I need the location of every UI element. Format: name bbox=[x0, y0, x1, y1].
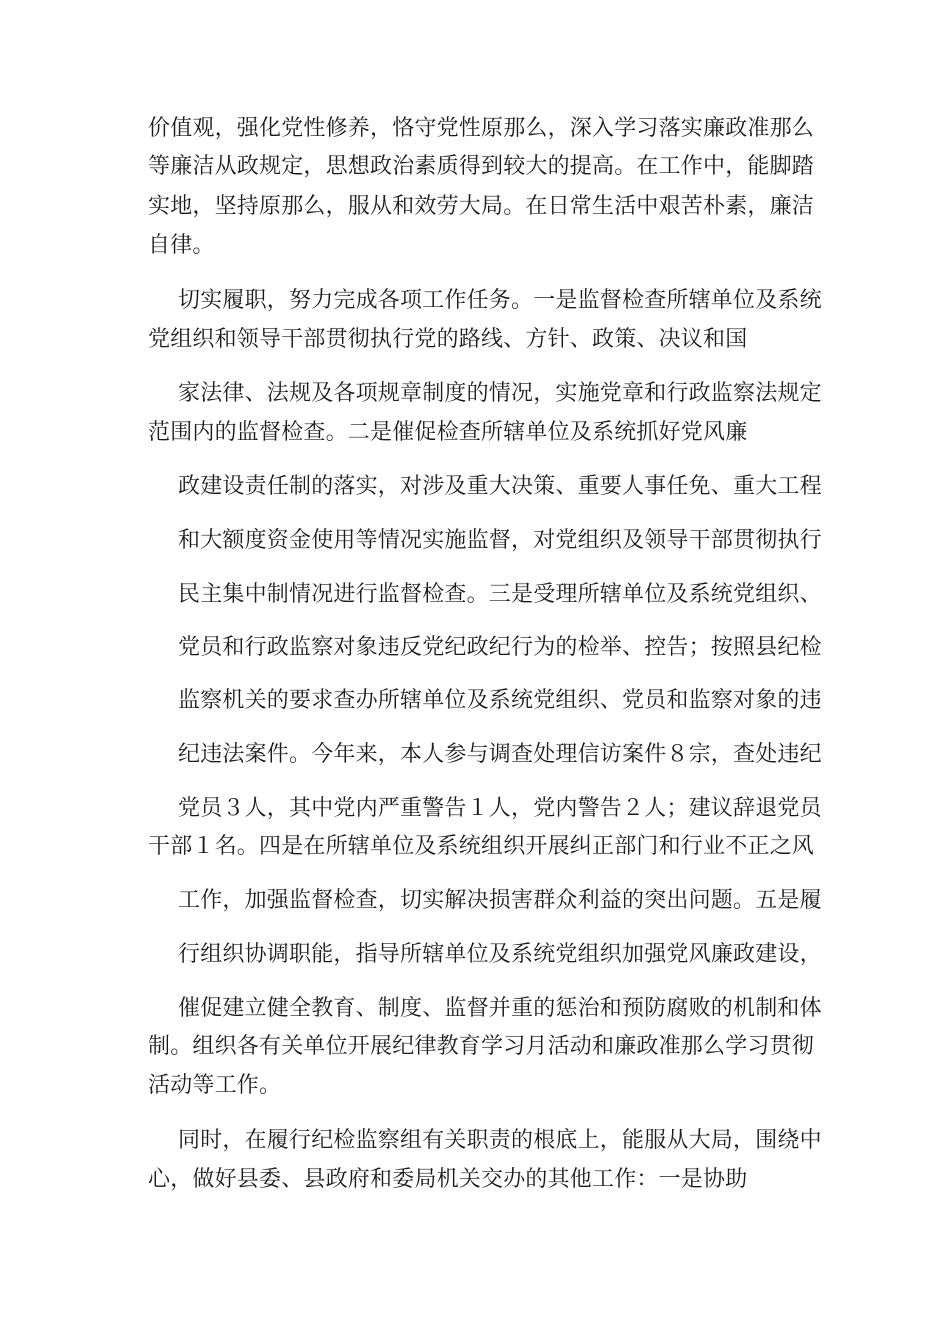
text-line: 民主集中制情况进行监督检查。三是受理所辖单位及系统党组织、 bbox=[178, 582, 822, 607]
text-line: 纪违法案件。今年来，本人参与调查处理信访案件８宗，查处违纪 bbox=[178, 742, 822, 767]
text-line: 行组织协调职能，指导所辖单位及系统党组织加强党风廉政建设， bbox=[178, 942, 822, 967]
text-line: 等廉洁从政规定，思想政治素质得到较大的提高。在工作中，能脚踏 bbox=[148, 154, 815, 179]
text-line: 切实履职，努力完成各项工作任务。一是监督检查所辖单位及系统 bbox=[178, 288, 822, 313]
text-line: 心，做好县委、县政府和委局机关交办的其他工作：一是协助 bbox=[148, 1167, 748, 1192]
text-line: 同时，在履行纪检监察组有关职责的根底上，能服从大局，围绕中 bbox=[178, 1128, 822, 1153]
text-line: 自律。 bbox=[148, 233, 215, 258]
text-line: 监察机关的要求查办所辖单位及系统党组织、党员和监察对象的违 bbox=[178, 688, 822, 713]
text-line: 家法律、法规及各项规章制度的情况，实施党章和行政监察法规定 bbox=[178, 381, 822, 406]
text-line: 党员和行政监察对象违反党纪政纪行为的检举、控告；按照县纪检 bbox=[178, 635, 822, 660]
text-line: 活动等工作。 bbox=[148, 1073, 282, 1098]
text-line: 制。组织各有关单位开展纪律教育学习月活动和廉政准那么学习贯彻 bbox=[148, 1034, 815, 1059]
text-line: 政建设责任制的落实，对涉及重大决策、重要人事任免、重大工程 bbox=[178, 474, 822, 499]
text-line: 党员３人，其中党内严重警告１人，党内警告２人；建议辞退党员 bbox=[178, 796, 822, 821]
text-line: 催促建立健全教育、制度、监督并重的惩治和预防腐败的机制和体 bbox=[178, 996, 822, 1021]
text-line: 干部１名。四是在所辖单位及系统组织开展纠正部门和行业不正之风 bbox=[148, 834, 815, 859]
text-line: 价值观，强化党性修养，恪守党性原那么，深入学习落实廉政准那么 bbox=[148, 116, 815, 141]
text-line: 工作，加强监督检查，切实解决损害群众利益的突出问题。五是履 bbox=[178, 888, 822, 913]
text-line: 实地，坚持原那么，服从和效劳大局。在日常生活中艰苦朴素，廉洁 bbox=[148, 194, 815, 219]
text-line: 和大额度资金使用等情况实施监督，对党组织及领导干部贯彻执行 bbox=[178, 528, 822, 553]
text-line: 党组织和领导干部贯彻执行党的路线、方针、政策、决议和国 bbox=[148, 327, 748, 352]
text-line: 范围内的监督检查。二是催促检查所辖单位及系统抓好党风廉 bbox=[148, 420, 748, 445]
